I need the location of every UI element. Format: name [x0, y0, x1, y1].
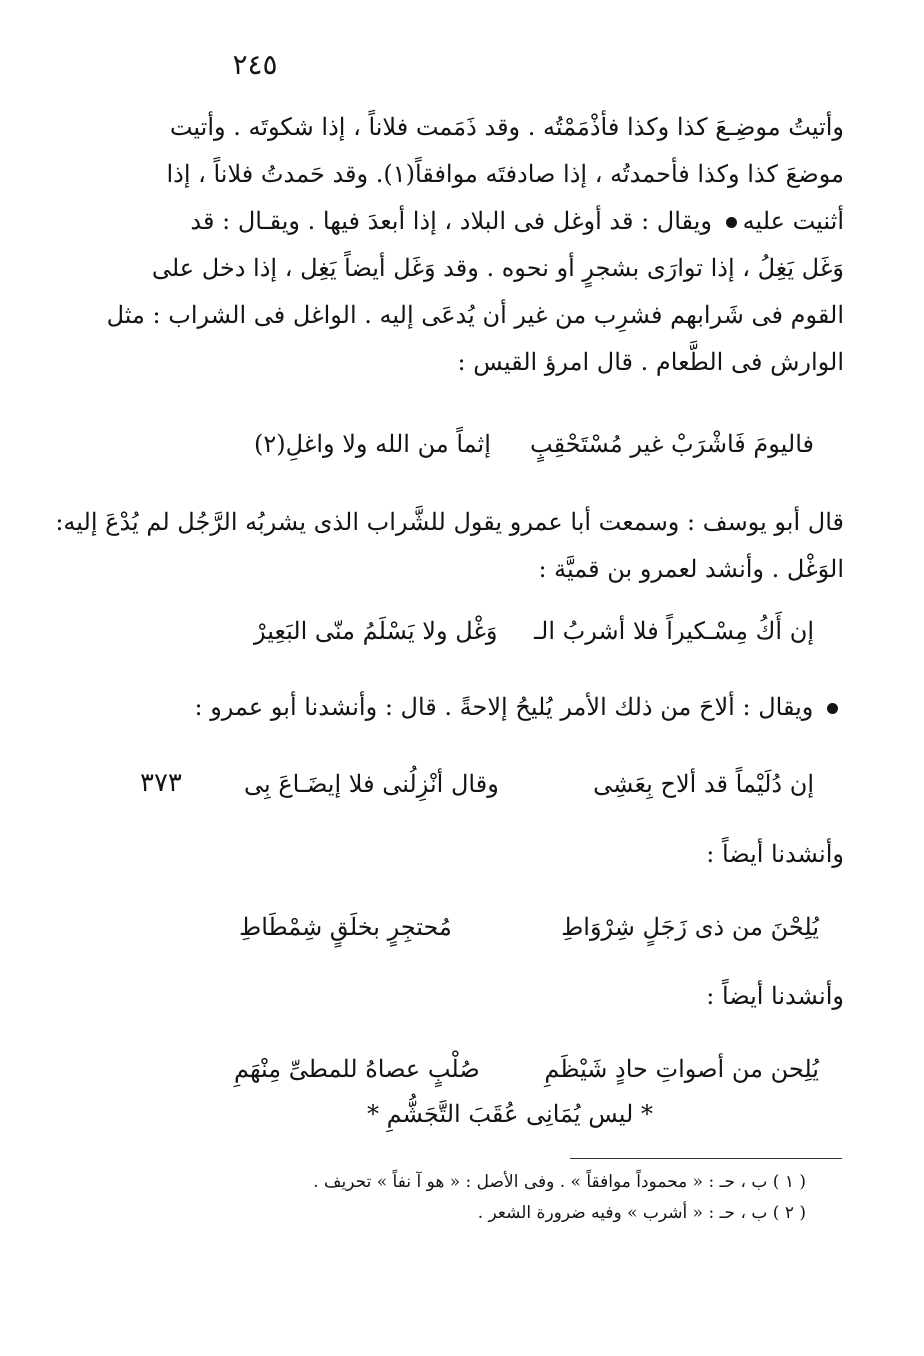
- verse-first-hemistich: يُلِحْنَ من ذى زَجَلٍ شِرْوَاطِ: [561, 913, 819, 941]
- text-line-content: موضعَ كذا وكذا فأحمدتُه ، إذا صادفتَه موافقاً(١). وقد حَمدتُ فلاناً ، إذا: [166, 160, 844, 188]
- footnote: ( ٢ ) ب ، حـ : « أشرب » وفيه ضرورة الشعر .: [477, 1203, 806, 1223]
- text-line: قال أبو يوسف : وسمعت أبا عمرو يقول للشَّراب الذى يشربُه الرَّجُل لم يُدْعَ إليه:: [55, 508, 844, 536]
- text-line: [166, 160, 844, 188]
- verse-first-hemistich: فاليومَ فَاشْرَبْ غير مُسْتَحْقِبٍ: [530, 430, 814, 458]
- verse-first-hemistich: إن دُلَيْماً قد ألاح بِعَشِى: [593, 770, 814, 798]
- verse-second-hemistich: وَغْل ولا يَسْلَمُ منّى البَعِيرْ: [254, 617, 498, 645]
- text-line: الوارش فى الطَّعام . قال امرؤ القيس :: [457, 348, 844, 376]
- footnote: ( ١ ) ب ، حـ : « محموداً موافقاً » . وفى الأصل : « هو آ نفاً » تحريف .: [313, 1172, 806, 1192]
- verse-line: [234, 1055, 819, 1083]
- text-line: وأنشدنا أيضاً :: [706, 840, 844, 868]
- text-segment-content: ويقال : قد أوغل فى البلاد ، إذا أبعدَ فيها . ويقـال : قد: [190, 207, 712, 235]
- text-line-content: ويقال : ألاحَ من ذلك الأمر يُليحُ إلاحةً . قال : وأنشدنا أبو عمرو :: [194, 693, 814, 721]
- verse-second-hemistich: صُلْبٍ عصاهُ للمطىِّ مِنْهَمِ: [234, 1055, 480, 1083]
- bullet-icon: [726, 217, 737, 228]
- text-line: وَغَل يَغِلُ ، إذا توارَى بشجرٍ أو نحوه . وقد وَغَل أيضاً يَغِل ، إذا دخل على: [151, 254, 844, 282]
- verse-line: [254, 430, 814, 458]
- text-line: وأنشدنا أيضاً :: [706, 982, 844, 1010]
- text-segment: أثنيت عليه: [742, 207, 844, 235]
- verse-line: [244, 770, 814, 798]
- text-line: الوَغْل . وأنشد لعمرو بن قميَّة :: [538, 555, 844, 583]
- text-segment: [190, 207, 742, 235]
- verse-second-hemistich: وقال أنْزِلُنى فلا إيضَـاعَ بِى: [244, 770, 499, 798]
- page-number: ٢٤٥: [232, 48, 278, 81]
- text-line: [194, 693, 844, 721]
- verse-line: [254, 617, 814, 645]
- footnote-divider: [570, 1158, 842, 1159]
- bullet-icon: [827, 703, 838, 714]
- verse-second-hemistich: مُحتجِرٍ بخلَقٍ شِمْطَاطِ: [239, 913, 452, 941]
- text-line: [190, 207, 844, 235]
- verse-first-hemistich: إن أَكُ مِسْـكيراً فلا أشربُ الـ: [533, 617, 814, 645]
- text-line: القوم فى شَرابهم فشرِب من غير أن يُدعَى إليه . الواغل فى الشراب : مثل: [106, 301, 844, 329]
- verse-line-centered: * ليس يُمَانِى عُقَبَ التَّجَشُّمِ *: [367, 1100, 653, 1128]
- text-line: وأتيتُ موضِـعَ كذا وكذا فأذْمَمْتُه . وقد ذَمَمت فلاناً ، إذا شكوتَه . وأتيت: [169, 113, 844, 141]
- verse-line: [239, 913, 819, 941]
- verse-first-hemistich: يُلِحن من أصواتِ حادٍ شَيْظَمِ: [544, 1055, 819, 1083]
- margin-number: ٣٧٣: [140, 768, 182, 798]
- verse-second-hemistich: إثماً من الله ولا واغلِ(٢): [254, 430, 491, 458]
